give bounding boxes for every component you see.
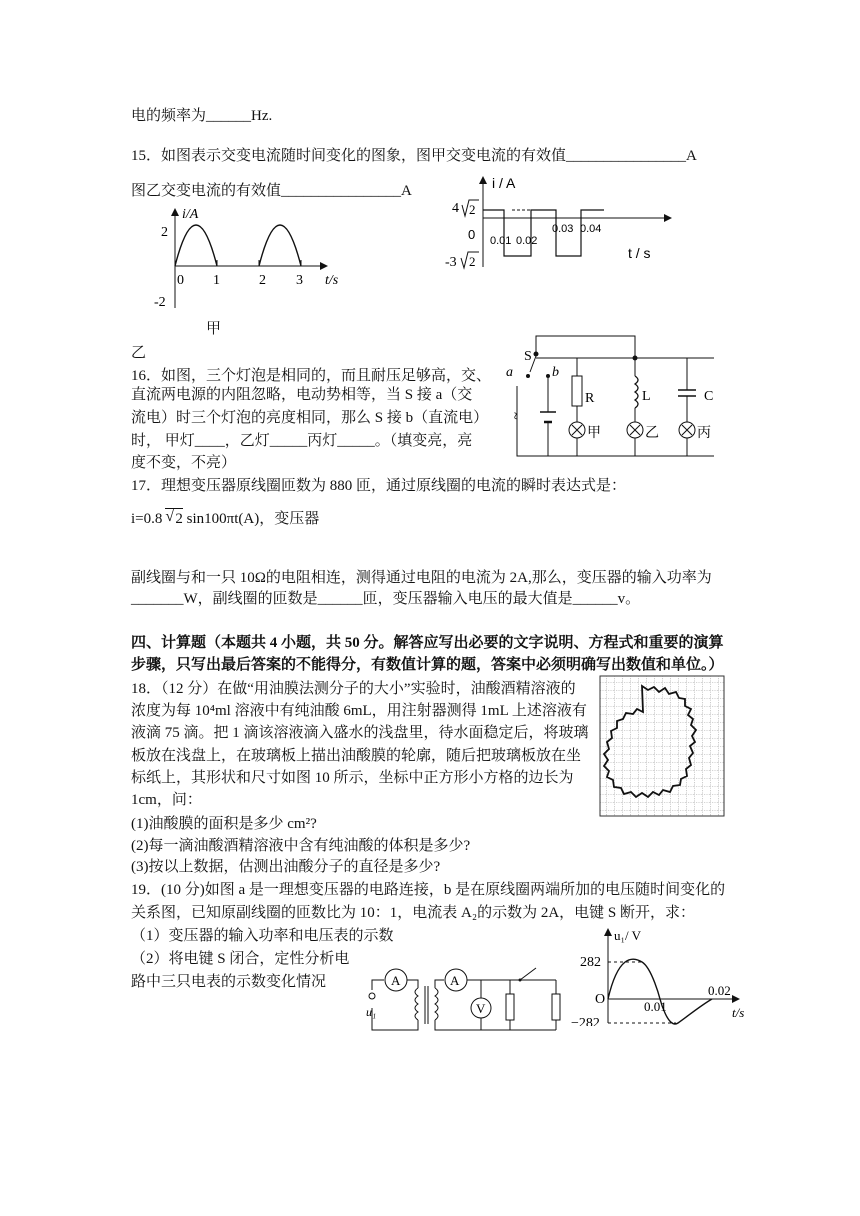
q17-line3: 副线圈与和一只 10Ω的电阻相连，测得通过电阻的电流为 2A,那么，变压器的输入功率为 [131,570,712,586]
q16-line: 16．如图，三个灯泡是相同的，而且耐压足够高，交、 [131,368,492,384]
q16-line: 流电）时三个灯泡的亮度相同，那么 S 接 b（直流电） [131,410,489,426]
q18-line: 浓度为每 10⁴ml 溶液中有纯油酸 6mL，用注射器测得 1mL 上述溶液有 [131,703,587,719]
jia-xlabel: t/s [325,273,339,288]
yi-xtick: 0.01 [490,235,512,247]
q19-line: 路中三只电表的示数变化情况 [131,974,327,990]
section4-heading: 四、计算题（本题共 4 小题，共 50 分。解答应写出必要的文字说明、方程式和重要的演算 [131,635,724,651]
lamp-bing: 丙 [697,426,711,441]
formula-sqrt: 2 [175,511,183,527]
circuit-r: R [585,391,595,406]
yi-sqrt: 2 [469,202,476,217]
graph-jia [140,200,350,315]
yi-xtick: 0.04 [580,223,602,235]
u-ylabel: u₁/ V [614,928,642,943]
circuit-b: b [552,365,559,380]
q19-graph [568,926,753,1026]
circuit-s: S [524,349,532,364]
u-xtick: 0.02 [708,983,731,998]
q18-line: 1cm，问： [131,792,202,808]
u1-source: u₁ [366,1005,377,1019]
jia-ylabel: i/A [182,207,199,222]
jia-xtick: 3 [296,273,303,288]
u-xlabel: t/s [732,1005,745,1020]
oil-film-grid [598,674,728,820]
q18-line: 标纸上，其形状和尺寸如图 10 所示，坐标中正方形小方格的边长为 [131,770,574,786]
lamp-jia: 甲 [587,426,601,441]
jia-xtick: 1 [213,273,220,288]
q17-line4: _______W，副线圈的匝数是______匝，变压器输入电压的最大值是______v。 [131,591,641,607]
yi-xlabel: t / s [628,245,651,261]
section4-heading: 步骤，只写出最后答案的不能得分，有数值计算的题，答案中必须明确写出数值和单位。） [131,657,724,673]
u-xtick: 0.01 [644,999,667,1014]
q15-line2: 图乙交变电流的有效值________________A [131,183,412,199]
label-yi: 乙 [131,345,147,361]
sine-curve [608,959,712,1024]
q19-line: 19．(10 分)如图 a 是一理想变压器的电路连接，b 是在原线圈两端所加的电压随时间变化的 [131,882,726,898]
q15-line1: 15．如图表示交变电流随时间变化的图象，图甲交变电流的有效值________________A [131,148,697,164]
yi-zero: 0 [468,227,476,242]
jia-xtick: 2 [259,273,266,288]
u-yneg: −282 [571,1016,600,1026]
yi-ylabel: i / A [492,175,516,191]
circuit-a: a [506,365,513,380]
formula-suffix: sin100πt(A)，变压器 [186,511,320,527]
q18-question: (3)按以上数据，估测出油酸分子的直径是多少? [131,859,441,875]
u-origin: O [595,992,606,1007]
q19-line: （2）将电键 S 闭合，定性分析电 [131,951,350,967]
q18-line: 液滴 75 滴。把 1 滴该溶液滴入盛水的浅盘里，待水面稳定后，将玻璃 [131,725,589,741]
q17-formula [131,508,319,529]
yi-xtick: 0.02 [516,235,538,247]
circuit-l: L [642,389,651,404]
q18-line: 18．（12 分）在做“用油膜法测分子的大小”实验时，油酸酒精溶液的 [131,681,576,697]
jia-yneg: -2 [154,295,166,310]
ammeter-a2: A [450,973,460,988]
q19-circuit [360,958,565,1038]
yi-ypos: 4 [452,201,459,216]
label-jia: 甲 [206,321,222,337]
jia-xtick: 0 [177,273,184,288]
q18-question: (1)油酸膜的面积是多少 cm²? [131,816,317,832]
q16-line: 时， 甲灯____，乙灯_____丙灯_____。（填变亮，亮 [131,433,473,449]
q17-line1: 17．理想变压器原线圈匝数为 880 匝，通过原线圈的电流的瞬时表达式是： [131,478,627,494]
sqrt-sign: √ 2 [165,508,183,527]
q19-line: 关系图，已知原副线圈的匝数比为 10：1，电流表 A₂的示数为 2A，电键 S 断开，求： [131,905,695,921]
formula-prefix: i=0.8 [131,511,163,527]
lamp-yi: 乙 [645,426,659,441]
q14-tail: 电的频率为______Hz. [131,108,273,124]
ac-symbol: ~ [507,412,522,420]
yi-yneg: -3 [445,255,457,270]
q16-line: 度不变，不亮） [131,455,237,471]
graph-yi [440,172,680,272]
yi-xtick: 0.03 [552,223,574,235]
q16-circuit [500,330,730,468]
ammeter-a1: A [391,973,401,988]
yi-sqrt: 2 [469,254,476,269]
q19-line: （1）变压器的输入功率和电压表的示数 [131,928,394,944]
voltmeter-v: V [476,1001,486,1016]
q18-question: (2)每一滴油酸酒精溶液中含有纯油酸的体积是多少? [131,838,471,854]
q16-line: 直流两电源的内阻忽略，电动势相等，当 S 接 a（交 [131,387,473,403]
circuit-c: C [704,389,714,404]
jia-ypos: 2 [161,225,168,240]
u-ypos: 282 [580,955,601,970]
q18-line: 板放在浅盘上，在玻璃板上描出油酸膜的轮廓，随后把玻璃板放在坐 [131,748,582,764]
